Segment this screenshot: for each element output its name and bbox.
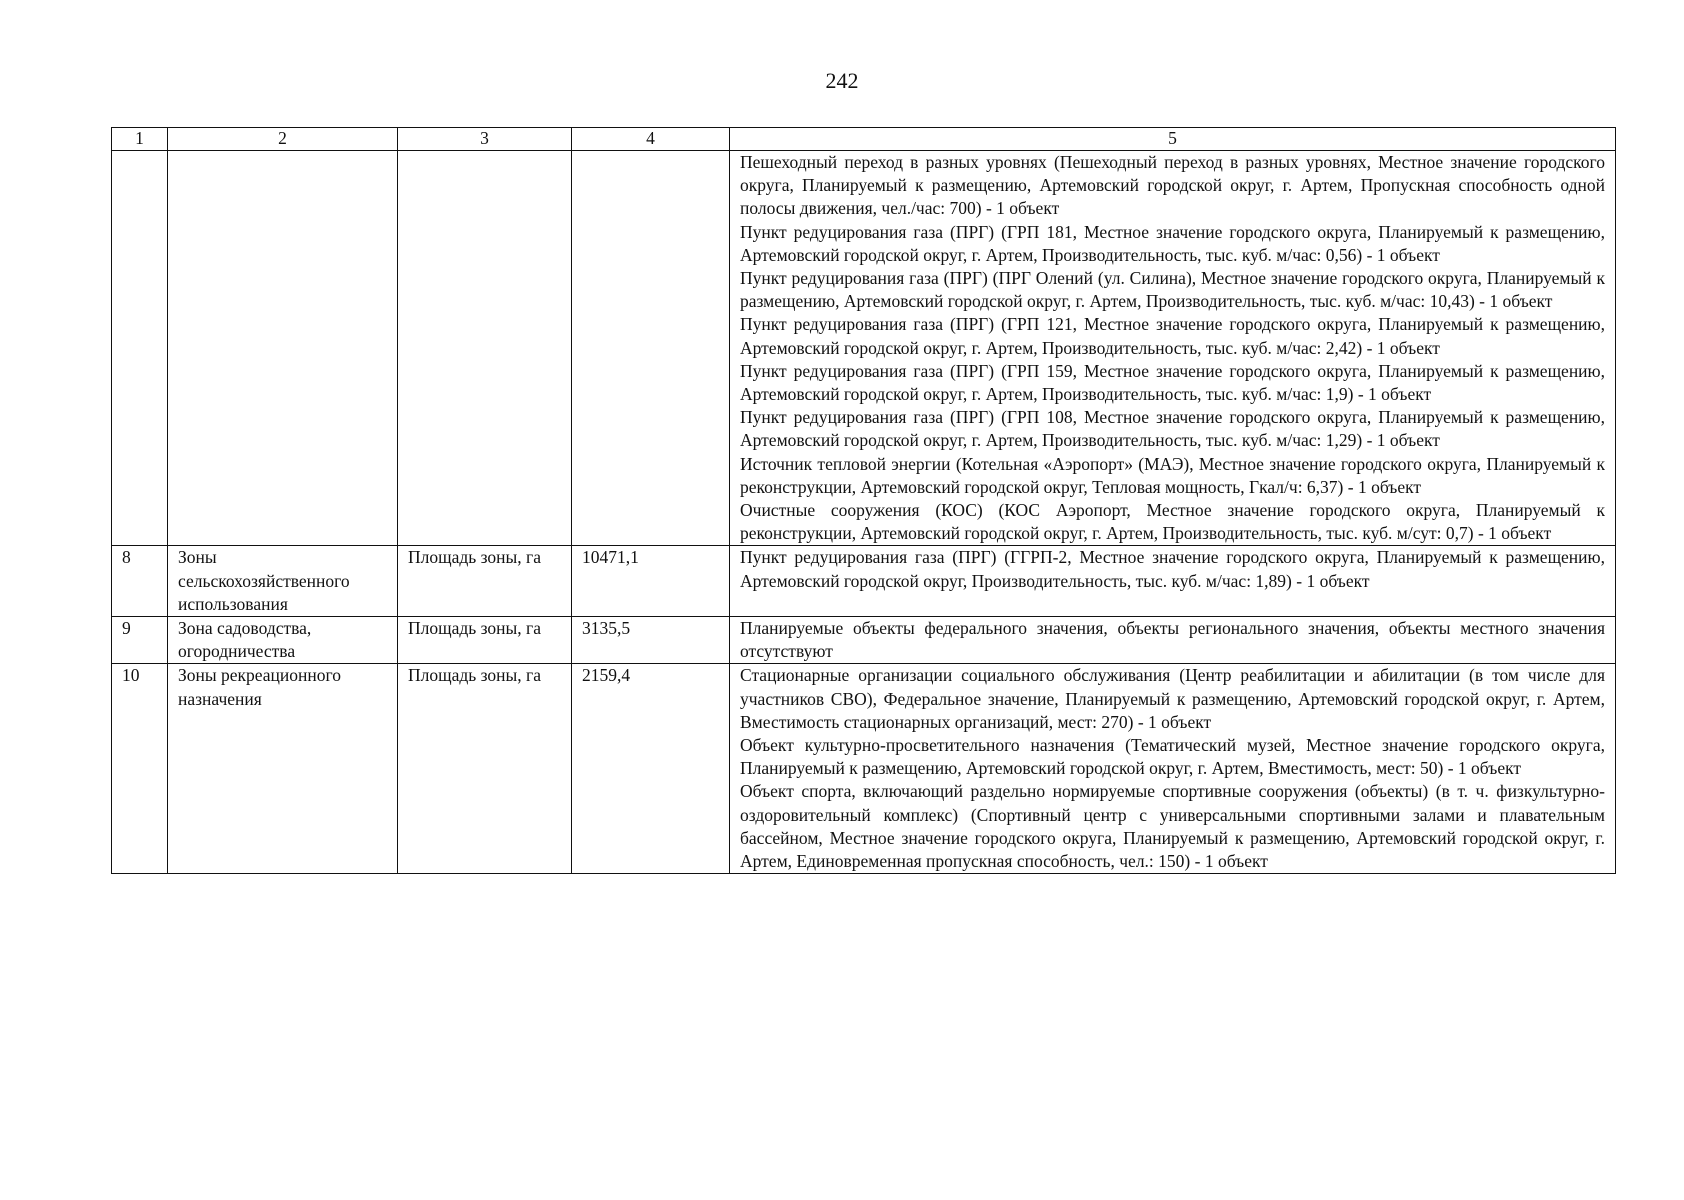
- object-entry: Пункт редуцирования газа (ПРГ) (ГРП 108, Местное значение городского округа, Планируемый к размещению, Артемовский городской округ, г. Артем, Производительность, тыс. куб. м/час: 1,29) - 1 объект: [740, 407, 1605, 451]
- table-row: [112, 664, 1616, 874]
- column-header-1: 1: [112, 128, 168, 151]
- object-entry: Планируемые объекты федерального значения, объекты регионального значения, объекты местного значения отсутствуют: [740, 618, 1605, 662]
- planned-objects: [730, 546, 1616, 617]
- indicator-value: 3135,5: [572, 617, 730, 664]
- object-entry: Пункт редуцирования газа (ПРГ) (ПРГ Олений (ул. Силина), Местное значение городского округа, Планируемый к размещению, Артемовский городской округ, г. Артем, Производительность, тыс. куб. м/час: 10,43) - 1 объект: [740, 268, 1605, 312]
- planned-objects: [730, 151, 1616, 546]
- column-header-4: 4: [572, 128, 730, 151]
- object-entry: Объект культурно-просветительного назначения (Тематический музей, Местное значение городского округа, Планируемый к размещению, Артемовский городской округ, г. Артем, Вместимость, мест: 50) - 1 объект: [740, 735, 1605, 779]
- zone-name: [168, 151, 398, 546]
- planned-objects: [730, 617, 1616, 664]
- table-row: [112, 151, 1616, 546]
- column-header-3: 3: [398, 128, 572, 151]
- header-row: [112, 128, 1616, 151]
- zone-name: Зоны сельскохозяйственного использования: [168, 546, 398, 617]
- object-entry: Очистные сооружения (КОС) (КОС Аэропорт, Местное значение городского округа, Планируемый к реконструкции, Артемовский городской округ, г. Артем, Производительность, тыс. куб. м/сут: 0,7) - 1 объект: [740, 500, 1605, 544]
- data-table: [111, 127, 1616, 874]
- row-number: 8: [112, 546, 168, 617]
- indicator-value: 2159,4: [572, 664, 730, 874]
- zone-name: Зоны рекреационного назначения: [168, 664, 398, 874]
- row-number: [112, 151, 168, 546]
- row-number: 10: [112, 664, 168, 874]
- object-entry: Пункт редуцирования газа (ПРГ) (ГРП 181, Местное значение городского округа, Планируемый к размещению, Артемовский городской округ, г. Артем, Производительность, тыс. куб. м/час: 0,56) - 1 объект: [740, 221, 1605, 265]
- column-header-5: 5: [730, 128, 1616, 151]
- object-entry: Источник тепловой энергии (Котельная «Аэропорт» (МАЭ), Местное значение городского округа, Планируемый к реконструкции, Артемовский городской округ, Тепловая мощность, Гкал/ч: 6,37) - 1 объект: [740, 453, 1605, 497]
- table-row: [112, 617, 1616, 664]
- object-entry: Пункт редуцирования газа (ПРГ) (ГГРП-2, Местное значение городского округа, Планируемый к размещению, Артемовский городской округ, Производительность, тыс. куб. м/час: 1,89) - 1 объект: [740, 547, 1605, 591]
- object-entry: Объект спорта, включающий раздельно нормируемые спортивные сооружения (объекты) (в т. ч. физкультурно-оздоровительный комплекс) (Спортивный центр с универсальными спортивными залами и плавательным бассейном, Местное значение городского округа, Планируемый к размещению, Артемовский городской округ, г. Артем, Единовременная пропускная способность, чел.: 150) - 1 объект: [740, 781, 1605, 872]
- indicator-value: [572, 151, 730, 546]
- indicator: Площадь зоны, га: [398, 546, 572, 617]
- column-header-2: 2: [168, 128, 398, 151]
- indicator-value: 10471,1: [572, 546, 730, 617]
- row-number: 9: [112, 617, 168, 664]
- object-entry: Пешеходный переход в разных уровнях (Пешеходный переход в разных уровнях, Местное значение городского округа, Планируемый к размещению, Артемовский городской округ, г. Артем, Пропускная способность одной полосы движения, чел./час: 700) - 1 объект: [740, 152, 1605, 219]
- object-entry: Пункт редуцирования газа (ПРГ) (ГРП 121, Местное значение городского округа, Планируемый к размещению, Артемовский городской округ, г. Артем, Производительность, тыс. куб. м/час: 2,42) - 1 объект: [740, 314, 1605, 358]
- table-row: [112, 546, 1616, 617]
- zone-name: Зона садоводства, огородничества: [168, 617, 398, 664]
- object-entry: Стационарные организации социального обслуживания (Центр реабилитации и абилитации (в том числе для участников СВО), Федеральное значение, Планируемый к размещению, Артемовский городской округ, г. Артем, Вместимость стационарных организаций, мест: 270) - 1 объект: [740, 665, 1605, 732]
- indicator: Площадь зоны, га: [398, 664, 572, 874]
- indicator: Площадь зоны, га: [398, 617, 572, 664]
- indicator: [398, 151, 572, 546]
- page-number: 242: [825, 68, 859, 93]
- object-entry: Пункт редуцирования газа (ПРГ) (ГРП 159, Местное значение городского округа, Планируемый к размещению, Артемовский городской округ, г. Артем, Производительность, тыс. куб. м/час: 1,9) - 1 объект: [740, 360, 1605, 405]
- planned-objects: [730, 664, 1616, 874]
